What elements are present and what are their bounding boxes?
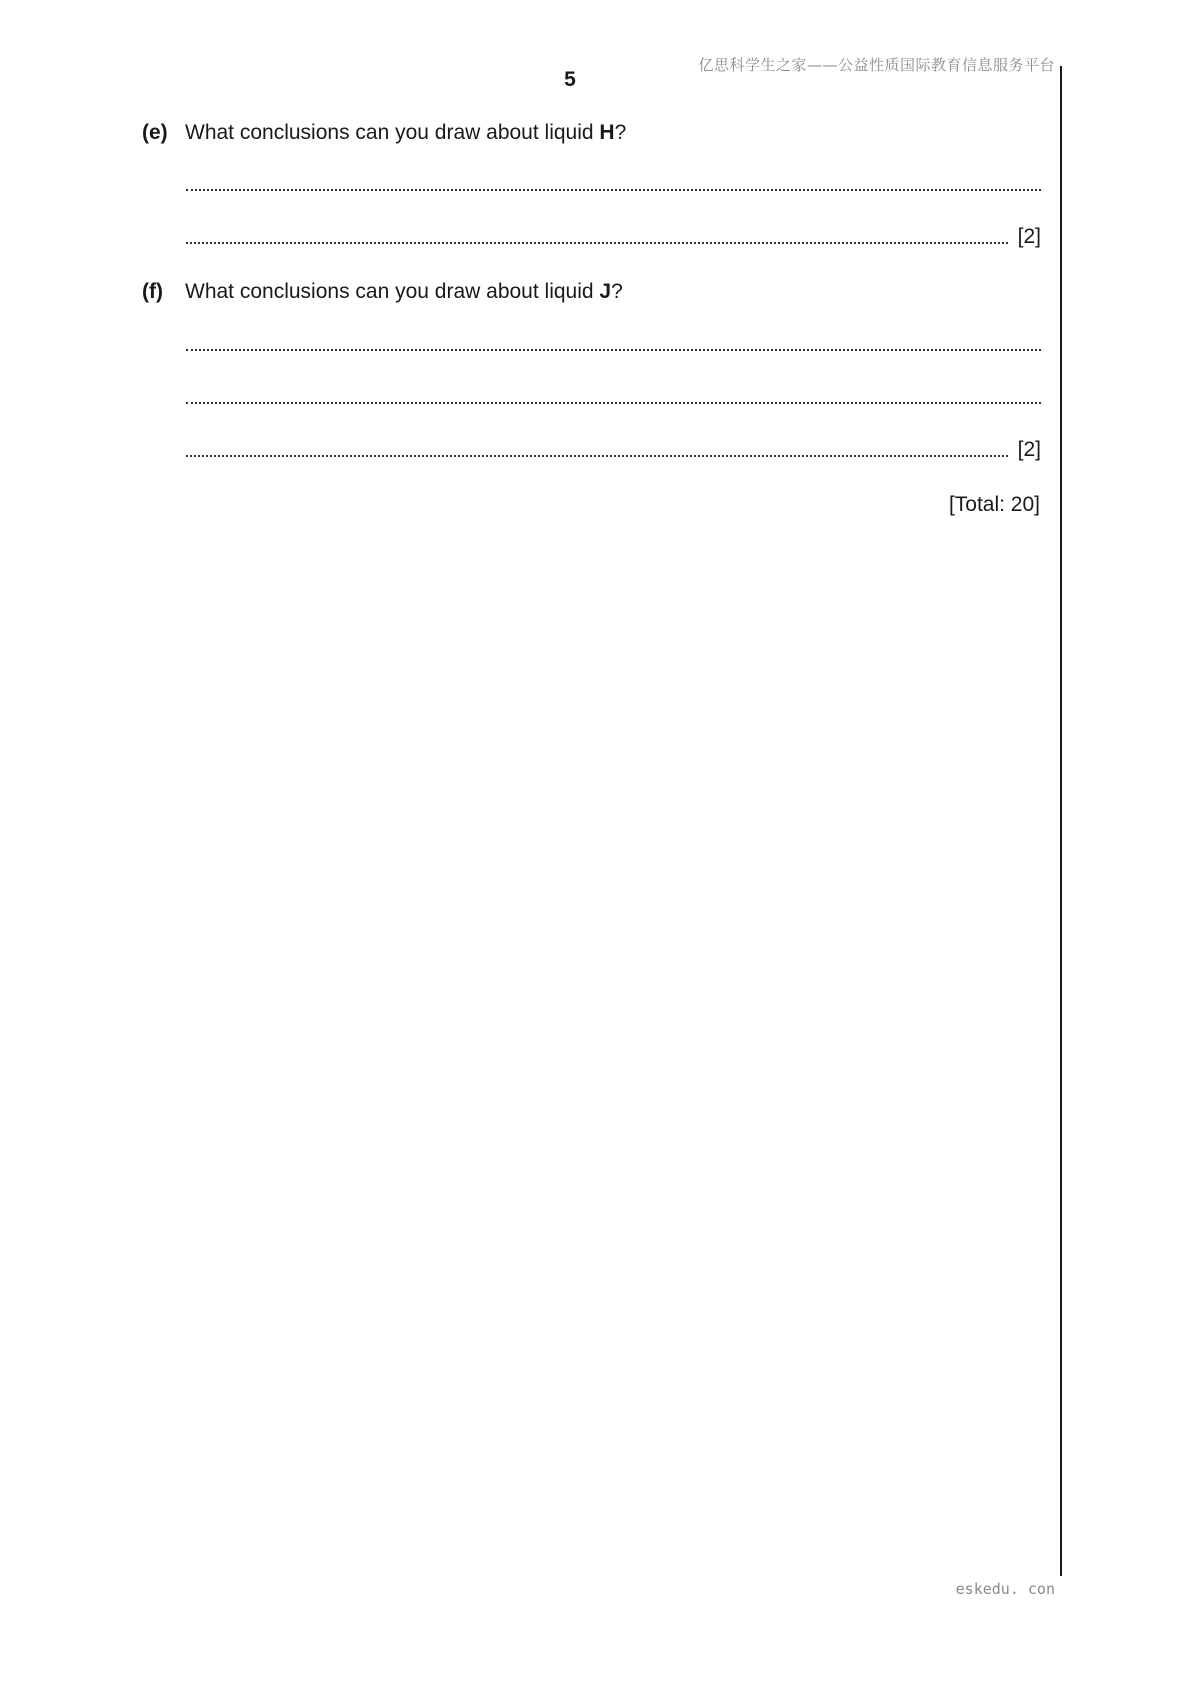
margin-rule bbox=[1060, 66, 1062, 1576]
total-marks: [Total: 20] bbox=[948, 493, 1040, 516]
dotted-rule bbox=[186, 242, 1008, 244]
answer-line[interactable] bbox=[186, 385, 1041, 409]
liquid-letter: H bbox=[599, 121, 615, 144]
question-label: (e) bbox=[142, 121, 168, 144]
answer-line[interactable] bbox=[186, 332, 1041, 356]
answer-line[interactable] bbox=[186, 172, 1041, 196]
liquid-letter: J bbox=[599, 280, 612, 303]
question-text: What conclusions can you draw about liquid bbox=[185, 121, 600, 144]
answer-line[interactable] bbox=[186, 225, 1041, 249]
answer-line[interactable] bbox=[186, 438, 1041, 462]
dotted-rule bbox=[186, 455, 1008, 457]
marks-allocation: [2] bbox=[1017, 438, 1041, 461]
question-mark: ? bbox=[611, 280, 623, 303]
question-f bbox=[142, 280, 623, 304]
dotted-rule bbox=[186, 402, 1041, 404]
question-label: (f) bbox=[142, 280, 163, 303]
header-watermark: 亿思科学生之家——公益性质国际教育信息服务平台 bbox=[698, 56, 1055, 74]
question-e bbox=[142, 121, 626, 145]
dotted-rule bbox=[186, 189, 1041, 191]
question-text: What conclusions can you draw about liquid bbox=[185, 280, 600, 303]
page-number: 5 bbox=[564, 68, 576, 91]
marks-allocation: [2] bbox=[1017, 225, 1041, 248]
question-mark: ? bbox=[614, 121, 627, 144]
footer-watermark: eskedu. con bbox=[955, 1580, 1055, 1598]
dotted-rule bbox=[186, 349, 1041, 351]
